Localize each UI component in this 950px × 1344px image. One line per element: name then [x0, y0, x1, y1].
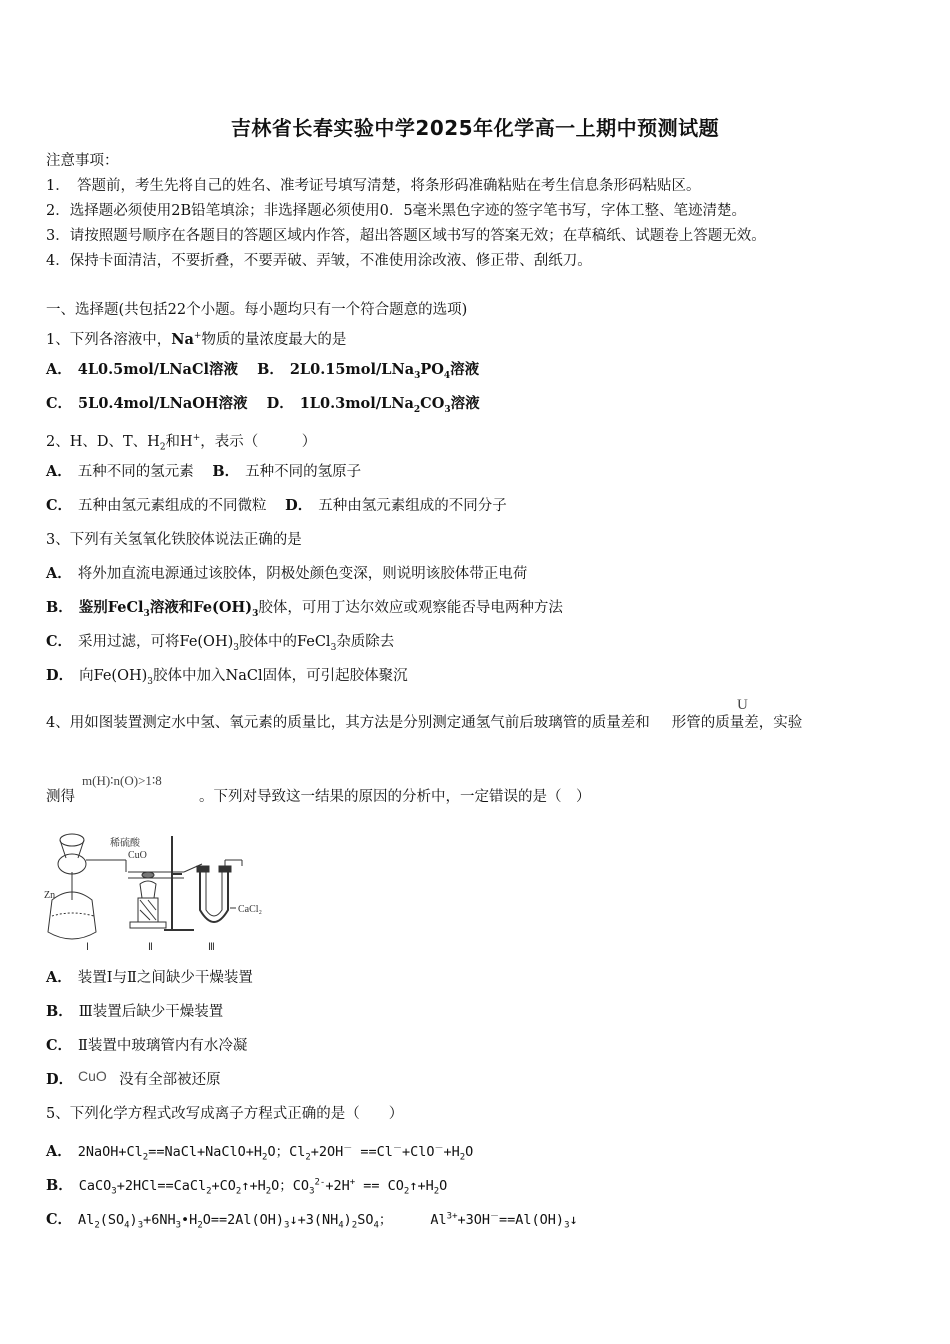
notice-item-4: 4．保持卡面清洁，不要折叠，不要弄破、弄皱，不准使用涂改液、修正带、刮纸刀。: [46, 253, 592, 269]
q1-d-label: D．: [266, 395, 294, 412]
label-device-1: Ⅰ: [86, 942, 89, 953]
q1-b-label: B．: [257, 361, 284, 378]
cuo-formula: CuO: [78, 1068, 107, 1084]
q5-option-c: C． $Al_2(SO_4)_3+6NH_3•H_2O==2Al(OH)_3↓+3(NH_4)_2SO_4$； $Al^{3+}+3OH^-==Al(OH)_3↓$: [46, 1210, 578, 1231]
q1-a-label: A．: [46, 361, 72, 378]
q4-option-b: B． Ⅲ装置后缺少干燥装置: [46, 1003, 224, 1020]
label-device-3: Ⅲ: [208, 942, 215, 953]
cuo-sample: [142, 872, 154, 878]
u-tube-outer: [200, 870, 228, 922]
label-cacl2: CaCl₂: [238, 904, 263, 915]
q5-stem: 5、下列化学方程式改写成离子方程式正确的是（ ）: [46, 1106, 404, 1122]
q4-option-d: D． 没有全部被还原: [46, 1071, 221, 1088]
q5-option-b: B． $CaCO_3+2HCl==CaCl_2+CO_2↑+H_2O$；$CO_3^{2-}+2H^+$ == $CO_2↑+H_2O$: [46, 1176, 448, 1197]
mass-ratio-formula: m(H)∶n(O)>1∶8: [82, 773, 162, 788]
burner-hatch-3: [140, 910, 150, 920]
q4-stem-line2: 测得 。下列对导致这一结果的原因的分析中，一定错误的是（ ）: [46, 789, 591, 805]
funnel-top: [60, 834, 84, 846]
generator-bulb: [58, 854, 86, 874]
q1-options-cd: C． 5L0.4mol/LNaOH溶液 D． $1L0.3mol/LNa_2CO_3$溶液: [46, 395, 480, 415]
burner-base: [130, 922, 166, 928]
q4-option-a: A． 装置Ⅰ与Ⅱ之间缺少干燥装置: [46, 969, 253, 986]
q1-c-label: C．: [46, 395, 73, 412]
q5-option-a: A． $2NaOH+Cl_2==NaCl+NaClO+H_2O$；$Cl_2+2OH^- ==Cl^-+ClO^-+H_2O$: [46, 1142, 474, 1163]
label-dilute-acid: 稀硫酸: [110, 838, 140, 849]
q4-option-c: C． Ⅱ装置中玻璃管内有水冷凝: [46, 1037, 248, 1054]
u-tube-symbol: U: [737, 697, 748, 713]
q2-stem: 2、H、D、T、$H_2$和H+，表示（ ）: [46, 433, 317, 453]
q4-stem-line1: 4、用如图装置测定水中氢、氧元素的质量比，其方法是分别测定通氢气前后玻璃管的质量差和 形管的质量差，实验: [46, 715, 803, 731]
burner-hatch-2: [148, 900, 156, 910]
label-zn: Zn: [44, 890, 56, 901]
q3-option-d: D． 向$Fe(OH)_3$胶体中加入NaCl固体，可引起胶体聚沉: [46, 667, 408, 687]
u-tube-stopper-right: [219, 866, 231, 872]
label-device-2: Ⅱ: [148, 942, 153, 953]
burner-hatch-1: [140, 900, 156, 920]
label-cuo: CuO: [128, 850, 147, 861]
q2-options-cd: C． 五种由氢元素组成的不同微粒 D． 五种由氢元素组成的不同分子: [46, 497, 507, 514]
q3-option-a: A． 将外加直流电源通过该胶体，阴极处颜色变深，则说明该胶体带正电荷: [46, 565, 528, 582]
acid-level: [52, 913, 94, 916]
q1-a-text: 4L0.5mol/LNaCl溶液: [77, 361, 238, 378]
q3-stem: 3、下列有关氢氧化铁胶体说法正确的是: [46, 532, 302, 548]
q1-stem: 1、下列各溶液中，Na+物质的量浓度最大的是: [46, 330, 347, 348]
burner-flame: [140, 881, 156, 898]
q2-options-ab: A． 五种不同的氢元素 B． 五种不同的氢原子: [46, 463, 362, 480]
apparatus-figure: [44, 828, 280, 956]
u-tube-inner: [206, 870, 222, 916]
notice-heading: 注意事项：: [46, 153, 119, 169]
q1-options-ab: A． 4L0.5mol/LNaCl溶液 B． $2L0.15mol/LNa_3PO_4$溶液: [46, 361, 480, 381]
q1-c-text: 5L0.4mol/LNaOH溶液: [78, 395, 248, 412]
exam-title: 吉林省长春实验中学2025年化学高一上期中预测试题: [230, 116, 720, 140]
notice-item-3: 3．请按照题号顺序在各题目的答题区域内作答，超出答题区域书写的答案无效；在草稿纸、试题卷上答题无效。: [46, 228, 766, 244]
notice-item-2: 2．选择题必须使用2B铅笔填涂；非选择题必须使用0．5毫米黑色字迹的签字笔书写，字体工整、笔迹清楚。: [46, 203, 747, 219]
notice-item-1: 1． 答题前，考生先将自己的姓名、准考证号填写清楚，将条形码准确粘贴在考生信息条形码粘贴区。: [46, 178, 701, 194]
q3-option-c: C． 采用过滤，可将$Fe(OH)_3$胶体中的FeCl$_3$杂质除去: [46, 633, 395, 653]
u-tube-stopper-left: [197, 866, 209, 872]
q3-option-b: B． 鉴别FeCl$_3$溶液和$Fe(OH)_3$胶体，可用丁达尔效应或观察能否导电两种方法: [46, 599, 563, 619]
section-heading: 一、选择题(共包括22个小题。每小题均只有一个符合题意的选项): [46, 302, 468, 318]
